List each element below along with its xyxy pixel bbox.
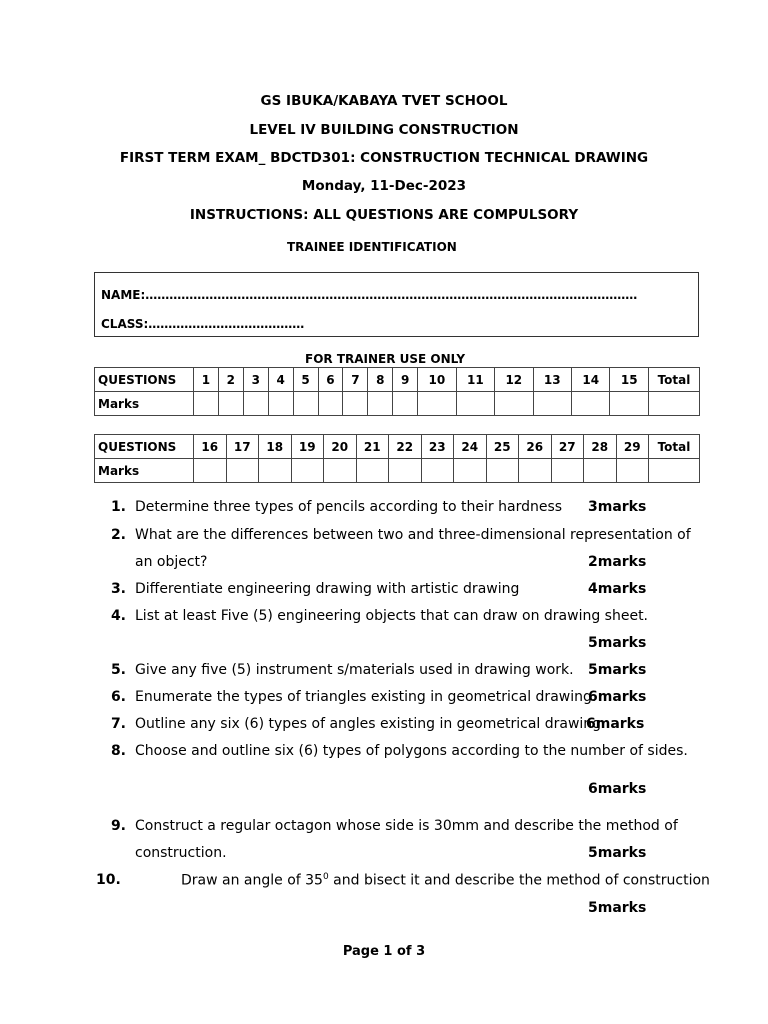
question-number: 6.	[110, 689, 126, 705]
marks-cell[interactable]	[226, 459, 259, 483]
marks-cell[interactable]	[343, 392, 368, 416]
marks-cell[interactable]	[610, 392, 649, 416]
question-marks: 5marks	[588, 635, 647, 651]
question-text: List at least Five (5) engineering objects that can draw on drawing sheet.	[135, 608, 649, 624]
question-number: 2.	[110, 527, 126, 543]
question-text: Draw an angle of $35^0$ and bisect it and describe the method of construction	[181, 872, 710, 889]
question-number-cell: 8	[368, 368, 393, 392]
marks-cell[interactable]	[551, 459, 584, 483]
question-number-cell: 24	[454, 435, 487, 459]
marks-cell[interactable]	[356, 459, 389, 483]
question-number: 8.	[110, 743, 126, 759]
trainee-identification-box	[94, 272, 699, 337]
instructions: INSTRUCTIONS: ALL QUESTIONS ARE COMPULSORY	[189, 207, 579, 223]
marks-cell[interactable]	[324, 459, 357, 483]
question-number-cell: 19	[291, 435, 324, 459]
question-number-cell: 20	[324, 435, 357, 459]
question-text-continued: an object?	[135, 554, 208, 570]
question-number-cell: 18	[259, 435, 292, 459]
question-number-cell: 3	[243, 368, 268, 392]
exam-date: Monday, 11-Dec-2023	[301, 178, 467, 194]
question-number-cell: 1	[194, 368, 219, 392]
marks-cell[interactable]	[486, 459, 519, 483]
question-number-cell: 25	[486, 435, 519, 459]
trainer-use-title: FOR TRAINER USE ONLY	[305, 352, 466, 366]
question-number-cell: 14	[571, 368, 609, 392]
marks-cell[interactable]	[243, 392, 268, 416]
question-text: Give any five (5) instrument s/materials used in drawing work.	[135, 662, 574, 678]
question-number: 7.	[110, 716, 126, 732]
marks-cell[interactable]	[293, 392, 318, 416]
marks-cell[interactable]	[571, 392, 609, 416]
trainee-identification-title: TRAINEE IDENTIFICATION	[287, 240, 457, 254]
marks-cell[interactable]	[454, 459, 487, 483]
marks-header: Marks	[95, 459, 194, 483]
question-number: 5.	[110, 662, 126, 678]
question-number-cell: 6	[318, 368, 343, 392]
school-name: GS IBUKA/KABAYA TVET SCHOOL	[260, 93, 508, 109]
question-number-cell: 29	[616, 435, 649, 459]
marks-cell[interactable]	[259, 459, 292, 483]
marks-cell[interactable]	[533, 392, 571, 416]
question-number-cell: 4	[268, 368, 293, 392]
question-text: Choose and outline six (6) types of polygons according to the number of sides.	[135, 743, 688, 759]
question-number: 3.	[110, 581, 126, 597]
question-number-cell: 11	[456, 368, 494, 392]
name-field[interactable]: NAME:……………………………………………………………………………………………………………	[101, 288, 638, 302]
page-footer: Page 1 of 3	[342, 944, 426, 959]
question-text: Construct a regular octagon whose side is 30mm and describe the method of	[135, 818, 678, 834]
marks-cell[interactable]	[268, 392, 293, 416]
question-number-cell: 22	[389, 435, 422, 459]
marks-cell[interactable]	[393, 392, 418, 416]
question-number: 10.	[96, 872, 121, 888]
question-number-cell: 2	[218, 368, 243, 392]
question-marks: 5marks	[588, 845, 647, 861]
question-number-cell: 15	[610, 368, 649, 392]
question-number-cell: 28	[584, 435, 617, 459]
question-marks: 5marks	[588, 900, 647, 916]
total-marks-cell[interactable]	[649, 459, 700, 483]
question-number-cell: 13	[533, 368, 571, 392]
marks-cell[interactable]	[218, 392, 243, 416]
question-marks: 3marks	[588, 499, 647, 515]
question-number-cell: 26	[519, 435, 552, 459]
question-number-cell: 17	[226, 435, 259, 459]
questions-header: QUESTIONS	[95, 368, 194, 392]
course-level: LEVEL IV BUILDING CONSTRUCTION	[249, 122, 519, 138]
question-number-cell: 7	[343, 368, 368, 392]
marks-cell[interactable]	[456, 392, 494, 416]
question-number-cell: 16	[194, 435, 227, 459]
question-marks: 6marks	[586, 716, 645, 732]
marks-cell[interactable]	[616, 459, 649, 483]
marks-cell[interactable]	[389, 459, 422, 483]
marks-cell[interactable]	[291, 459, 324, 483]
marks-cell[interactable]	[318, 392, 343, 416]
question-number-cell: 21	[356, 435, 389, 459]
question-marks: 2marks	[588, 554, 647, 570]
marks-table-1	[94, 367, 700, 416]
question-number-cell: 9	[393, 368, 418, 392]
question-marks: 5marks	[588, 662, 647, 678]
marks-header: Marks	[95, 392, 194, 416]
marks-table-2	[94, 434, 700, 483]
question-number-cell: 27	[551, 435, 584, 459]
question-marks: 6marks	[588, 689, 647, 705]
question-number: 9.	[110, 818, 126, 834]
question-text: Differentiate engineering drawing with artistic drawing	[135, 581, 520, 597]
question-text: Outline any six (6) types of angles existing in geometrical drawing	[135, 716, 602, 732]
question-text-continued: construction.	[135, 845, 227, 861]
class-field[interactable]: CLASS:…………………………………	[101, 317, 305, 331]
marks-cell[interactable]	[194, 392, 219, 416]
total-marks-cell[interactable]	[649, 392, 700, 416]
question-number-cell: 10	[418, 368, 456, 392]
question-marks: 4marks	[588, 581, 647, 597]
question-number-cell: 12	[495, 368, 533, 392]
question-number-cell: 23	[421, 435, 454, 459]
marks-cell[interactable]	[519, 459, 552, 483]
marks-cell[interactable]	[418, 392, 456, 416]
question-text: Determine three types of pencils according to their hardness	[135, 499, 563, 515]
question-number: 4.	[110, 608, 126, 624]
question-number-cell: 5	[293, 368, 318, 392]
question-text: Enumerate the types of triangles existing in geometrical drawing.	[135, 689, 597, 705]
question-marks: 6marks	[588, 781, 647, 797]
question-number: 1.	[110, 499, 126, 515]
marks-cell[interactable]	[368, 392, 393, 416]
marks-cell[interactable]	[194, 459, 227, 483]
total-header: Total	[649, 435, 700, 459]
marks-cell[interactable]	[584, 459, 617, 483]
questions-header: QUESTIONS	[95, 435, 194, 459]
total-header: Total	[649, 368, 700, 392]
marks-cell[interactable]	[495, 392, 533, 416]
exam-title: FIRST TERM EXAM_ BDCTD301: CONSTRUCTION TECHNICAL DRAWING	[119, 150, 649, 166]
question-text: What are the differences between two and three-dimensional representation of	[135, 527, 691, 543]
marks-cell[interactable]	[421, 459, 454, 483]
